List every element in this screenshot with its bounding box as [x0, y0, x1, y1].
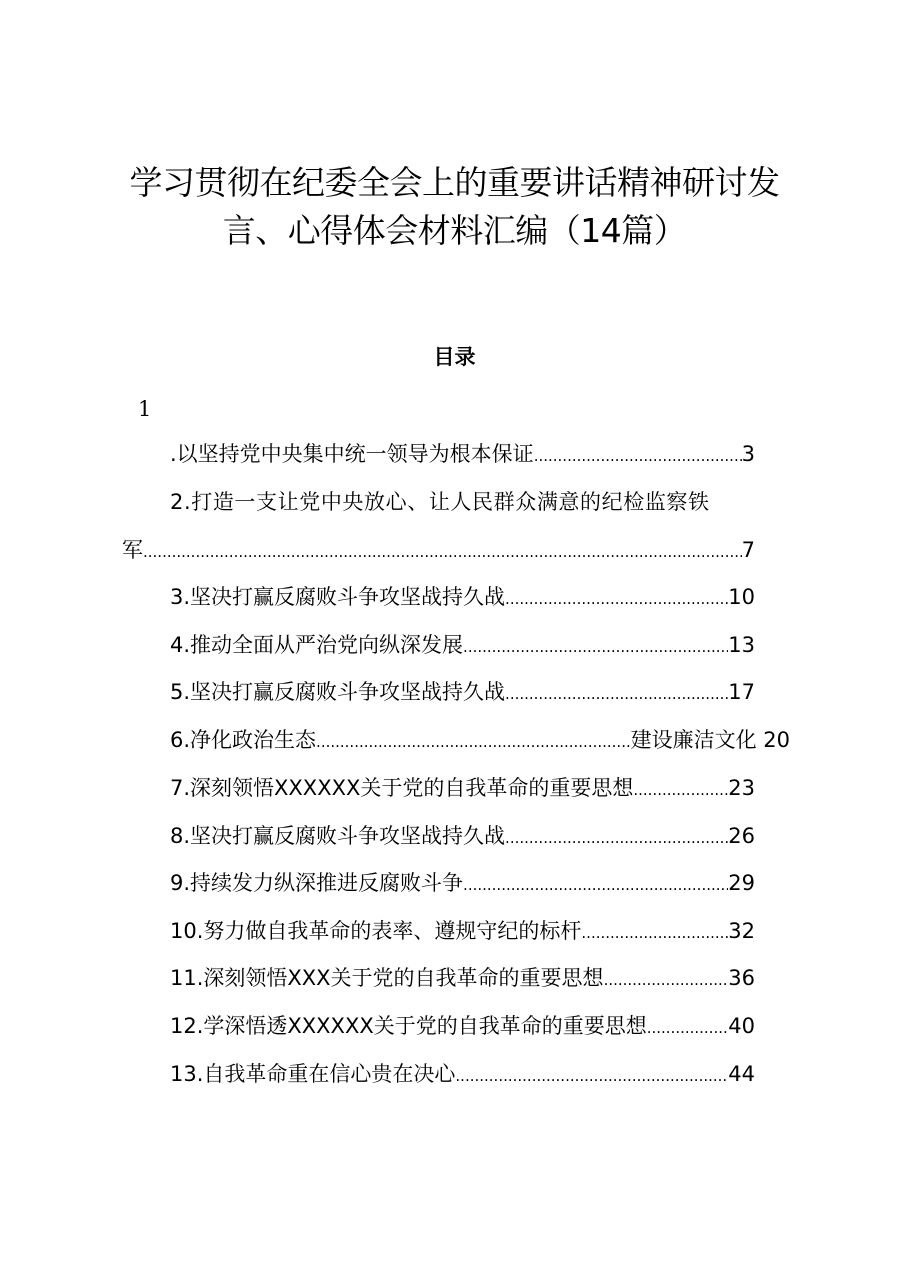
toc-entry[interactable] [170, 581, 755, 613]
toc-entry-page: 44 [728, 1062, 755, 1086]
toc-entry-page: 3 [741, 442, 755, 466]
toc-entry-page: 40 [728, 1014, 755, 1038]
toc-entry-title[interactable]: 2.打造一支让党中央放心、让人民群众满意的纪检监察铁 [170, 490, 710, 514]
toc-entry[interactable] [170, 962, 755, 994]
toc-dot-leader [534, 438, 742, 472]
toc-dot-leader [633, 772, 728, 806]
toc-dot-leader [647, 1010, 729, 1044]
document-title-line-1: 学习贯彻在纪委全会上的重要讲话精神研讨发 [129, 163, 780, 202]
toc-entry[interactable] [170, 772, 755, 804]
toc-entry-title: 13.自我革命重在信心贵在决心 [170, 1062, 456, 1086]
toc-entry-title: 6.净化政治生态 [170, 728, 317, 752]
toc-dot-leader [463, 629, 728, 663]
toc-entry[interactable] [170, 1010, 755, 1042]
toc-entry-page: 26 [728, 824, 755, 848]
toc-entry[interactable] [170, 724, 790, 756]
toc-entry-page: 13 [728, 633, 755, 657]
toc-entry-title: 5.坚决打赢反腐败斗争攻坚战持久战 [170, 680, 506, 704]
toc-entry[interactable] [170, 1058, 755, 1090]
toc-entry-title: 9.持续发力纵深推进反腐败斗争 [170, 871, 464, 895]
toc-entry-page: 23 [728, 776, 755, 800]
toc-entry[interactable] [170, 820, 755, 852]
toc-entry-title: 4.推动全面从严治党向纵深发展 [170, 633, 464, 657]
toc-entry-page: 20 [763, 728, 790, 752]
toc-entry[interactable] [170, 915, 755, 947]
toc-entry[interactable] [170, 438, 755, 470]
toc-dot-leader [463, 867, 728, 901]
toc-entry-title: 7.深刻领悟XXXXXX关于党的自我革命的重要思想 [170, 776, 634, 800]
toc-entry-page: 17 [728, 680, 755, 704]
toc-heading: 目录 [433, 344, 476, 369]
toc-entry-page: 32 [728, 919, 755, 943]
toc-entry-title: 10.努力做自我革命的表率、遵规守纪的标杆 [170, 919, 582, 943]
toc-entry[interactable] [170, 676, 755, 708]
toc-entry-title: .以坚持党中央集中统一领导为根本保证 [170, 442, 534, 466]
toc-entry-page: 7 [741, 538, 755, 562]
toc-dot-leader [143, 534, 742, 568]
document-title-line-2: 言、心得体会材料汇编（14篇） [222, 211, 687, 250]
toc-entry[interactable] [170, 629, 755, 661]
toc-entry-title: 11.深刻领悟XXX关于党的自我革命的重要思想 [170, 966, 604, 990]
toc-dot-leader [604, 962, 729, 996]
toc-entry-title: 3.坚决打赢反腐败斗争攻坚战持久战 [170, 585, 506, 609]
toc-dot-leader [455, 1058, 728, 1092]
toc-entry-title-continuation: 军 [122, 538, 143, 562]
toc-entry[interactable] [122, 534, 755, 566]
toc-dot-leader [505, 820, 728, 854]
toc-dot-leader [581, 915, 728, 949]
toc-entry-page: 36 [728, 966, 755, 990]
toc-dot-leader [316, 724, 631, 758]
toc-entry-title: 8.坚决打赢反腐败斗争攻坚战持久战 [170, 824, 506, 848]
toc-dot-leader [505, 581, 728, 615]
toc-entry[interactable] [170, 867, 755, 899]
toc-entry-page: 10 [728, 585, 755, 609]
toc-entry-page: 29 [728, 871, 755, 895]
toc-entry-title: 12.学深悟透XXXXXX关于党的自我革命的重要思想 [170, 1014, 647, 1038]
toc-entry-title-suffix: 建设廉洁文化 [630, 728, 757, 752]
toc-dot-leader [505, 676, 728, 710]
toc-stray-number: 1 [138, 397, 152, 421]
